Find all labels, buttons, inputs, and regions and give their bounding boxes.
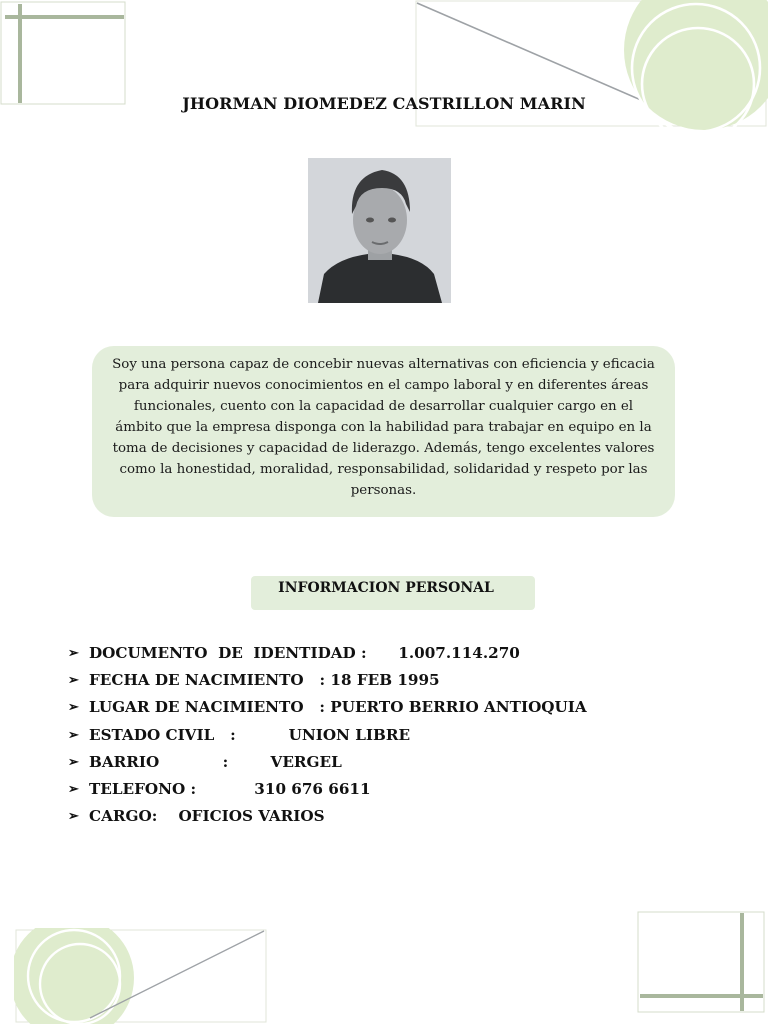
list-item <box>68 694 587 721</box>
neighborhood-row: BARRIO : VERGEL <box>89 752 342 771</box>
arrow-bullet-icon: ➢ <box>68 809 79 825</box>
summary-line: para adquirir nuevos conocimientos en el campo laboral y en diferentes áreas <box>118 378 649 393</box>
list-item <box>68 776 587 803</box>
document-id-row: DOCUMENTO DE IDENTIDAD : 1.007.114.270 <box>89 644 520 662</box>
list-item <box>68 667 587 694</box>
summary-line: toma de decisiones y capacidad de liderazgo. Además, tengo excelentes valores <box>112 441 655 456</box>
phone-row: TELEFONO : 310 676 6611 <box>89 779 371 798</box>
bottom-right-corner-decoration <box>636 910 768 1016</box>
summary-line: funcionales, cuento con la capacidad de desarrollar cualquier cargo en el <box>133 399 634 414</box>
list-item <box>68 803 587 830</box>
summary-line: Soy una persona capaz de concebir nuevas alternativas con eficiencia y eficacia <box>112 357 655 372</box>
civil-status-row: ESTADO CIVIL : UNION LIBRE <box>89 725 411 744</box>
list-item <box>68 722 587 749</box>
list-item <box>68 640 587 667</box>
summary-line: como la honestidad, moralidad, responsabilidad, solidaridad y respeto por las <box>119 462 648 477</box>
bottom-left-circle-decoration <box>14 928 268 1024</box>
summary-line: ámbito que la empresa disponga con la habilidad para trabajar en equipo en la <box>115 420 652 435</box>
personal-info-list <box>68 640 587 830</box>
profile-summary <box>92 346 675 517</box>
position-row: CARGO: OFICIOS VARIOS <box>89 807 325 826</box>
arrow-bullet-icon: ➢ <box>68 727 79 743</box>
arrow-bullet-icon: ➢ <box>68 754 79 770</box>
arrow-bullet-icon: ➢ <box>68 781 79 797</box>
personal-info-heading: INFORMACION PERSONAL <box>251 576 535 610</box>
list-item <box>68 749 587 776</box>
arrow-bullet-icon: ➢ <box>68 646 79 661</box>
top-left-corner-decoration <box>0 0 130 108</box>
candidate-name: JHORMAN DIOMEDEZ CASTRILLON MARIN <box>182 94 586 113</box>
birth-place-row: LUGAR DE NACIMIENTO : PUERTO BERRIO ANTIOQUIA <box>89 698 587 717</box>
profile-photo <box>308 158 451 303</box>
arrow-bullet-icon: ➢ <box>68 700 79 716</box>
birth-date-row: FECHA DE NACIMIENTO : 18 FEB 1995 <box>89 671 440 690</box>
arrow-bullet-icon: ➢ <box>68 673 79 689</box>
summary-line: personas. <box>350 483 417 498</box>
